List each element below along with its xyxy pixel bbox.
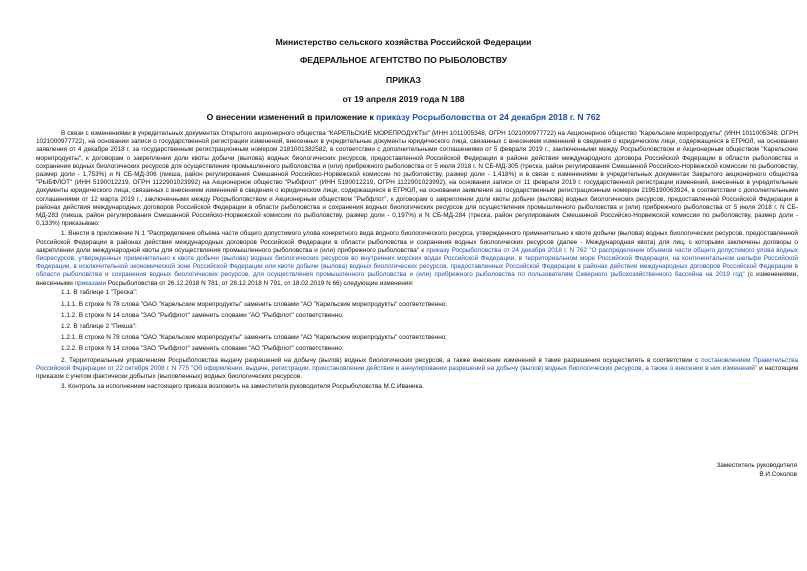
signer-name: В.И.Соколов xyxy=(759,470,797,478)
ministry-heading: Министерство сельского хозяйства Российской Федерации xyxy=(275,37,532,47)
clause-1-1: 1.1. В таблице 1 "Треска": xyxy=(61,289,138,297)
clause-1-text-b: (с изменениями, внесенными xyxy=(36,271,798,287)
signature-block xyxy=(716,462,797,479)
document-body xyxy=(36,130,798,391)
clause-1-text-a: 1. Внести в приложение N 1 "Распределение объема части общего допустимого улова конкретного вида водного биологического ресурса, утвержденного применительно к квоте добычи (вылова) водных биологических ресурсов, предоставленной Российской Федерации в районах действия международных договоров Российской Федерации в области рыболовства и сохранения водных биологических ресурсов (далее - Международная квота) для лиц, с которыми заключены договоры о закреплении доли международной квоты для осуществления промышленного рыболовства и (или) прибрежного рыболовства" к xyxy=(36,230,798,254)
amending-orders-link[interactable]: приказами xyxy=(74,279,107,287)
clause-1-1-2: 1.1.2. В строке N 14 слова "ЗАО "Рыбфлот" заменить словами "АО "Рыбфлот" соответственно. xyxy=(61,311,344,319)
date-number-heading: от 19 апреля 2019 года N 188 xyxy=(342,94,465,104)
title-order-link[interactable]: приказу Росрыболовства от 24 декабря 2018 г. N 762 xyxy=(376,112,601,122)
clause-1-paragraph xyxy=(36,230,798,287)
clause-1-2-1: 1.2.1. В строке N 78 слова "ОАО "Карельские морепродукты" заменить словами "АО "Карельские морепродукты" соответственно; xyxy=(61,334,448,342)
doc-type-heading: ПРИКАЗ xyxy=(386,75,421,85)
preamble-paragraph: В связи с изменениями в учредительных документах Открытого акционерного общества "КАРЕЛЬСКИЕ МОРЕПРОДУКТЫ" (ИНН 1011005348, ОГРН 1021000977722) на Акционерное общество "Карельские морепродукты" (ИНН 1011005348, ОГРН 1021000977722), на основании записи о государственной регистрации изменений, внесенных в учредительные документы юридического лица, связанных с внесением изменений в сведения о юридическом лице, содержащиеся в ЕГРЮЛ, на основании заявления от 4 декабря 2018 г. за государственным регистрационным номером 2181001382582, в соответствии с дополнительными соглашениями от 5 февраля 2019 г., заключенными между Росрыболовством и Акционерным обществом "Карельские морепродукты", к договорам о закреплении доли квоты добычи (вылова) водных биологических ресурсов, предоставленной Российской Федерации в районе действия международного договора Российской Федерации в области рыболовства и сохранения водных биологических ресурсов для осуществления промышленного рыболовства и (или) прибрежного рыболовства от 5 июля 2018 г. N СБ-МД-305 (треска, район регулирования Смешанной Российско-Норвежской комиссии по рыболовству, размер доли - 1,753%) и N СБ-МД-306 (пикша, район регулирования Смешанной Российско-Норвежской комиссии по рыболовству, размер доли - 1,418%) и в связи с изменениями в учредительных документах Закрытого акционерного общества "РЫБФЛОТ" (ИНН 5190012219, ОГРН 1122901023992) на Акционерное общество "Рыбфлот" (ИНН 5190012219, ОГРН 1122901023992), на основании записи от 11 февраля 2019 г. государственной регистрации изменений, внесенных в учредительные документы юридического лица, связанных с внесением изменений в сведения о юридическом лице, содержащиеся в ЕГРЮЛ, на основании заявления за государственным регистрационным номером 2195190063924, в соответствии с дополнительными соглашениями от 12 марта 2019 г., заключенными между Росрыболовством и Акционерным обществом "Рыбфлот", к договорам о закреплении доли квоты добычи (вылова) водных биологических ресурсов, предоставленной Российской Федерации в районах действия международных договоров Российской Федерации в области рыболовства и сохранения водных биологических ресурсов для осуществления промышленного рыболовства и (или) прибрежного рыболовства от 5 июля 2018 г. N СБ-МД-283 (пикша, район регулирования Смешанной Российско-Норвежской комиссии по рыболовству, размер доли - 0,197%) и N СБ-МД-284 (треска, район регулирования Смешанной Российско-Норвежской комиссии по рыболовству, размер доли - 0,133%) приказываю: xyxy=(36,130,798,228)
title-prefix: О внесении изменений в приложение к xyxy=(206,112,377,122)
order-762-link[interactable]: приказу Росрыболовства от 24 декабря 2018 г. N 762 "О распределении объемов части общего допустимого улова водных биоресурсов, утвержденных применительно к квоте добычи (вылова) водных биологических ресурсов во внутренних морских водах Российской Федерации, в территориальном море Российской Федерации, на континентальном шельфе Российской Федерации, в исключительной экономической зоне Российской Федерации или квоте добычи (вылова) водных биологических ресурсов, предоставленных Российской Федерации в районах действия международных договоров Российской Федерации в области рыболовства и сохранения водных биологических ресурсов, для осуществления промышленного рыболовства и (или) прибрежного рыболовства по пользователям Северного рыбохозяйственного бассейна на 2019 год" xyxy=(36,246,798,279)
clause-2-paragraph xyxy=(36,357,798,382)
document-title xyxy=(0,112,807,122)
clause-2-text-a: 2. Территориальным управлениям Росрыболовства выдачу разрешений на добычу (вылов) водных биологических ресурсов, а также внесение изменений в такие разрешения осуществлять в соответствии с xyxy=(61,356,702,364)
clause-2-text-b: и настоящим приказом с учетом фактически добытых (выловленных) водных биологических ресурсов. xyxy=(36,364,798,380)
government-decree-link[interactable]: постановлением Правительства Российской Федерации от 22 октября 2008 г. N 775 "Об оформлении, выдаче, регистрации, приостановлении действия и аннулировании разрешений на добычу (вылов) водных биологических ресурсов, а также о внесении в них изменений" xyxy=(36,356,798,372)
clause-3-paragraph: 3. Контроль за исполнением настоящего приказа возложить на заместителя руководителя Росрыболовства М.С.Иваника. xyxy=(61,383,424,391)
clause-1-1-1: 1.1.1. В строке N 78 слова "ОАО "Карельские морепродукты" заменить словами "АО "Карельские морепродукты" соответственно; xyxy=(61,300,448,308)
clause-1-2-2: 1.2.2. В строке N 14 слова "ЗАО "Рыбфлот" заменить словами "АО "Рыбфлот" соответственно. xyxy=(61,345,344,353)
clause-1-text-c: Росрыболовства от 26.12.2018 N 781, от 28.12.2018 N 791, от 18.02.2019 N 66) следующие изменения: xyxy=(106,279,414,287)
agency-heading: ФЕДЕРАЛЬНОЕ АГЕНТСТВО ПО РЫБОЛОВСТВУ xyxy=(299,55,508,65)
signer-position: Заместитель руководителя xyxy=(716,462,797,469)
clause-1-2: 1.2. В таблице 2 "Пикша": xyxy=(61,322,137,330)
